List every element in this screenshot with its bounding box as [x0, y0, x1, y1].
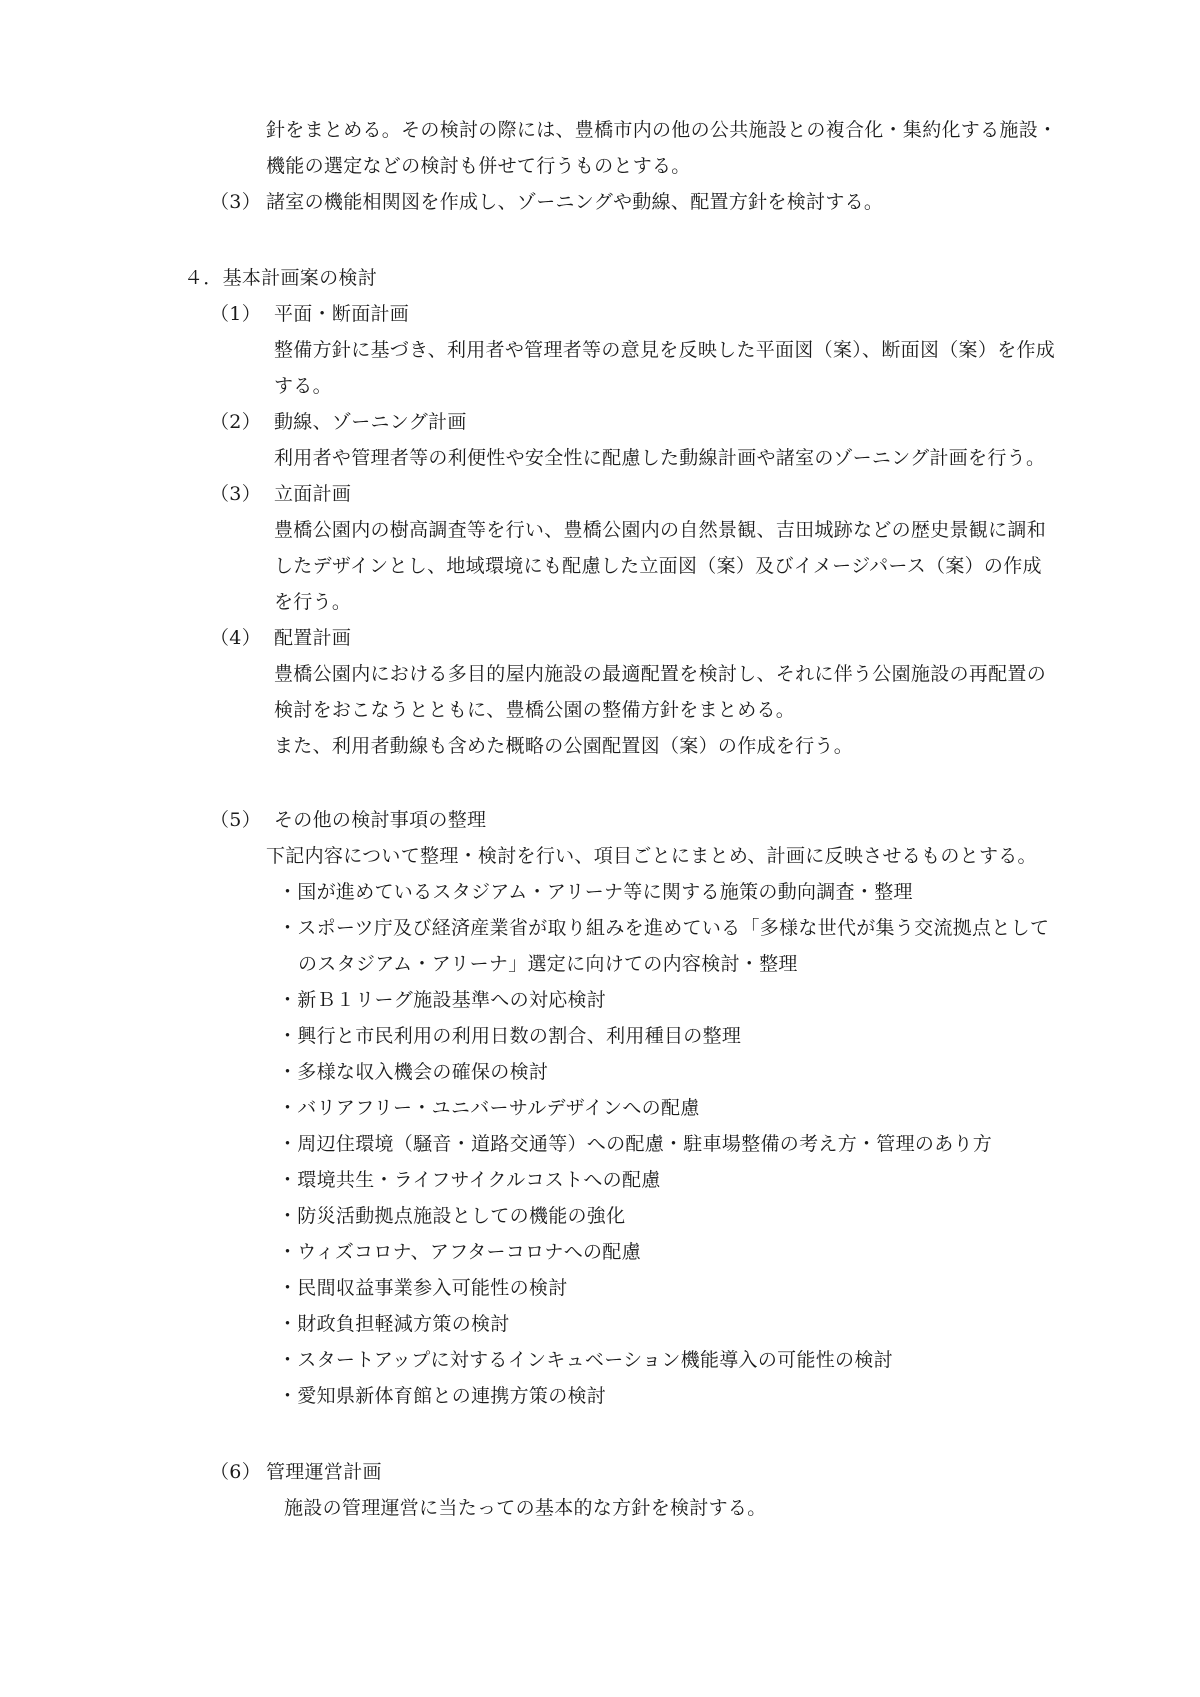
bullet-item: ・国が進めているスタジアム・アリーナ等に関する施策の動向調査・整理 [278, 881, 913, 903]
item-title: 動線、ゾーニング計画 [274, 411, 467, 433]
paragraph-line: を行う。 [274, 591, 352, 613]
bullet-item: ・民間収益事業参入可能性の検討 [278, 1277, 568, 1299]
item-title: 立面計画 [274, 483, 352, 505]
item-title: その他の検討事項の整理 [274, 809, 487, 831]
bullet-item: ・環境共生・ライフサイクルコストへの配慮 [278, 1169, 661, 1191]
bullet-item: ・愛知県新体育館との連携方策の検討 [278, 1385, 607, 1407]
bullet-item: ・興行と市民利用の利用日数の割合、利用種目の整理 [278, 1025, 742, 1047]
bullet-item: ・スポーツ庁及び経済産業省が取り組みを進めている「多様な世代が集う交流拠点として [278, 917, 1050, 939]
paragraph-line: 豊橋公園内における多目的屋内施設の最適配置を検討し、それに伴う公園施設の再配置の [274, 663, 1047, 685]
paragraph-line: 針をまとめる。その検討の際には、豊橋市内の他の公共施設との複合化・集約化する施設・ [266, 119, 1058, 141]
paragraph-line: 下記内容について整理・検討を行い、項目ごとにまとめ、計画に反映させるものとする。 [266, 845, 1037, 867]
paragraph-line: 検討をおこなうとともに、豊橋公園の整備方針をまとめる。 [274, 699, 796, 721]
bullet-item: ・バリアフリー・ユニバーサルデザインへの配慮 [278, 1097, 700, 1119]
item-number: （2） [210, 411, 261, 433]
bullet-item: ・防災活動拠点施設としての機能の強化 [278, 1205, 626, 1227]
item-number: （3） [210, 191, 261, 213]
paragraph-line: 施設の管理運営に当たっての基本的な方針を検討する。 [284, 1497, 767, 1519]
item-title: 管理運営計画 [266, 1461, 382, 1483]
bullet-item: ・スタートアップに対するインキュベーション機能導入の可能性の検討 [278, 1349, 893, 1371]
item-title: 平面・断面計画 [274, 303, 410, 325]
bullet-item: ・新Ｂ１リーグ施設基準への対応検討 [278, 989, 607, 1011]
item-number: （5） [210, 809, 261, 831]
section-heading: ４．基本計画案の検討 [184, 267, 378, 289]
paragraph-line: 機能の選定などの検討も併せて行うものとする。 [266, 155, 691, 177]
bullet-item: ・ウィズコロナ、アフターコロナへの配慮 [278, 1241, 641, 1263]
paragraph-line: 利用者や管理者等の利便性や安全性に配慮した動線計画や諸室のゾーニング計画を行う。 [274, 447, 1046, 469]
item-number: （3） [210, 483, 261, 505]
paragraph-line: 豊橋公園内の樹高調査等を行い、豊橋公園内の自然景観、吉田城跡などの歴史景観に調和 [274, 519, 1047, 541]
paragraph-line: 整備方針に基づき、利用者や管理者等の意見を反映した平面図（案）、断面図（案）を作成 [274, 339, 1056, 361]
item-text: 諸室の機能相関図を作成し、ゾーニングや動線、配置方針を検討する。 [266, 191, 884, 213]
paragraph-line: また、利用者動線も含めた概略の公園配置図（案）の作成を行う。 [274, 735, 854, 757]
item-title: 配置計画 [274, 627, 352, 649]
item-number: （1） [210, 303, 261, 325]
item-number: （4） [210, 627, 261, 649]
paragraph-line: する。 [274, 375, 332, 397]
item-number: （6） [210, 1461, 261, 1483]
paragraph-line: したデザインとし、地域環境にも配慮した立面図（案）及びイメージパース（案）の作成 [274, 555, 1042, 577]
bullet-item: ・多様な収入機会の確保の検討 [278, 1061, 549, 1083]
bullet-item-continuation: のスタジアム・アリーナ」選定に向けての内容検討・整理 [298, 953, 798, 975]
bullet-item: ・財政負担軽減方策の検討 [278, 1313, 510, 1335]
bullet-item: ・周辺住環境（騒音・道路交通等）への配慮・駐車場整備の考え方・管理のあり方 [278, 1133, 993, 1155]
